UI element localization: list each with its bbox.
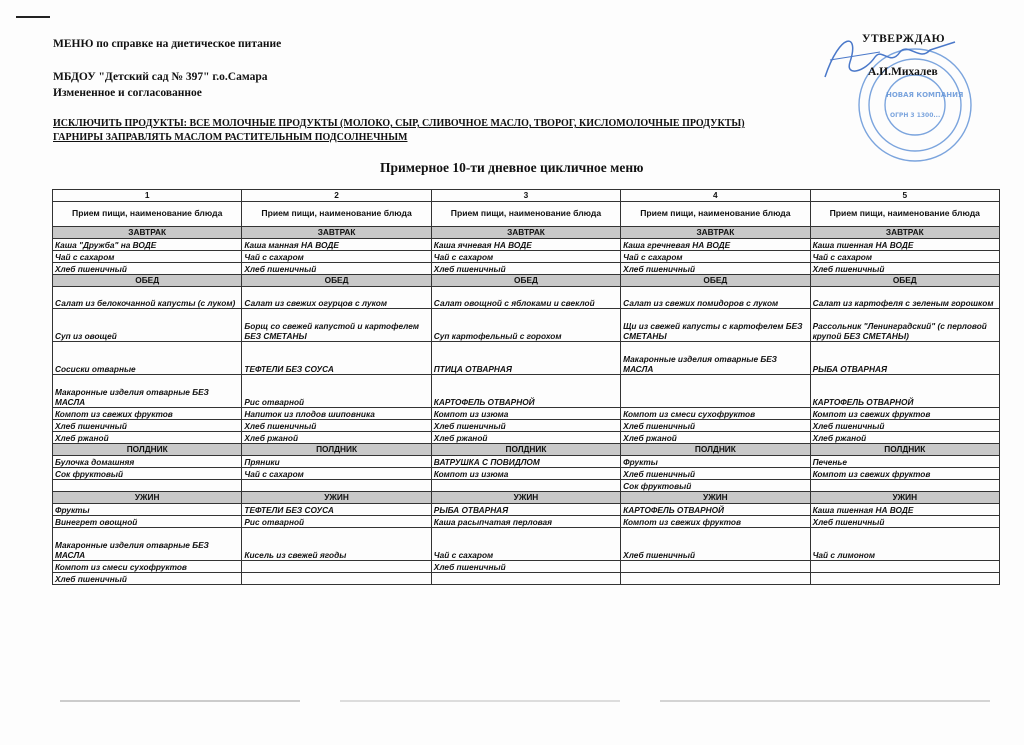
meal-header: ПОЛДНИК — [242, 444, 431, 456]
dish-cell: Щи из свежей капусты с картофелем БЕЗ СМЕТАНЫ — [621, 309, 810, 342]
table-row — [53, 468, 1000, 480]
day-number-row — [53, 190, 1000, 202]
dish-cell: Борщ со свежей капустой и картофелем БЕЗ СМЕТАНЫ — [242, 309, 431, 342]
table-row — [53, 504, 1000, 516]
exclusion-note-text: ИСКЛЮЧИТЬ ПРОДУКТЫ: ВСЕ МОЛОЧНЫЕ ПРОДУКТЫ (МОЛОКО, СЫР, СЛИВОЧНОЕ МАСЛО, ТВОРОГ, КИСЛОМОЛОЧНЫЕ ПРОДУКТЫ) — [53, 118, 745, 129]
dish-cell: ПТИЦА ОТВАРНАЯ — [431, 342, 620, 375]
meal-header: ЗАВТРАК — [621, 227, 810, 239]
meal-header: УЖИН — [242, 492, 431, 504]
dish-cell: Чай с сахаром — [621, 251, 810, 263]
dish-cell: Рис отварной — [242, 375, 431, 408]
dish-cell: Хлеб ржаной — [621, 432, 810, 444]
dish-cell — [810, 480, 999, 492]
dish-cell: Хлеб пшеничный — [53, 573, 242, 585]
dish-cell: ВАТРУШКА С ПОВИДЛОМ — [431, 456, 620, 468]
dish-cell: Суп из овощей — [53, 309, 242, 342]
dish-cell: Чай с сахаром — [431, 528, 620, 561]
column-header-row — [53, 202, 1000, 227]
meal-header: ОБЕД — [53, 275, 242, 287]
dish-cell: Хлеб ржаной — [810, 432, 999, 444]
dish-cell: Хлеб пшеничный — [53, 263, 242, 275]
dish-cell: Салат из свежих огурцов с луком — [242, 287, 431, 309]
day-number: 2 — [242, 190, 431, 202]
dish-cell: Сок фруктовый — [621, 480, 810, 492]
dish-cell: Компот из свежих фруктов — [810, 408, 999, 420]
day-number: 5 — [810, 190, 999, 202]
dish-cell: Компот из смеси сухофруктов — [621, 408, 810, 420]
dish-cell: Салат овощной с яблоками и свеклой — [431, 287, 620, 309]
dish-cell: Хлеб пшеничный — [53, 420, 242, 432]
scan-smudge — [660, 700, 990, 702]
table-row — [53, 516, 1000, 528]
meal-header: ОБЕД — [431, 275, 620, 287]
table-row — [53, 309, 1000, 342]
meal-header: ПОЛДНИК — [53, 444, 242, 456]
dish-cell: Компот из свежих фруктов — [621, 516, 810, 528]
dish-cell: Салат из картофеля с зеленым горошком — [810, 287, 999, 309]
dish-cell — [621, 561, 810, 573]
approver-name: А.И.Михалев — [868, 66, 938, 78]
institution-name: МБДОУ "Детский сад № 397" г.о.Самара — [53, 71, 268, 83]
meal-header: ОБЕД — [810, 275, 999, 287]
day-number: 1 — [53, 190, 242, 202]
day-number: 3 — [431, 190, 620, 202]
status-line: Измененное и согласованное — [53, 87, 202, 99]
dish-cell: Хлеб пшеничный — [621, 528, 810, 561]
dish-cell — [431, 573, 620, 585]
table-row — [53, 561, 1000, 573]
meal-header: ЗАВТРАК — [53, 227, 242, 239]
dish-cell: Хлеб пшеничный — [242, 263, 431, 275]
dish-cell: Чай с сахаром — [53, 251, 242, 263]
svg-text:ОГРН 3 1300...: ОГРН 3 1300... — [890, 112, 941, 119]
dish-cell: Сосиски отварные — [53, 342, 242, 375]
menu-table — [52, 189, 1000, 585]
dish-cell: Сок фруктовый — [53, 468, 242, 480]
dish-cell: Салат из свежих помидоров с луком — [621, 287, 810, 309]
scan-mark — [16, 16, 50, 18]
dish-cell — [53, 480, 242, 492]
meal-header: УЖИН — [53, 492, 242, 504]
dish-cell: Компот из свежих фруктов — [53, 408, 242, 420]
dish-cell: Чай с сахаром — [810, 251, 999, 263]
dish-cell: Булочка домашняя — [53, 456, 242, 468]
dish-cell: КАРТОФЕЛЬ ОТВАРНОЙ — [431, 375, 620, 408]
meal-header: ПОЛДНИК — [431, 444, 620, 456]
table-row — [53, 480, 1000, 492]
table-row — [53, 251, 1000, 263]
meal-header: ЗАВТРАК — [431, 227, 620, 239]
meal-header: ПОЛДНИК — [621, 444, 810, 456]
meal-header: ЗАВТРАК — [242, 227, 431, 239]
dish-cell: Фрукты — [53, 504, 242, 516]
scan-smudge — [60, 700, 300, 702]
approval-label: УТВЕРЖДАЮ — [862, 33, 946, 45]
svg-text:НОВАЯ КОМПАНИЯ: НОВАЯ КОМПАНИЯ — [886, 91, 964, 99]
dish-cell — [242, 561, 431, 573]
dish-cell — [621, 375, 810, 408]
dish-cell: Салат из белокочанной капусты (с луком) — [53, 287, 242, 309]
table-row — [53, 420, 1000, 432]
dish-cell: Хлеб пшеничный — [621, 420, 810, 432]
dish-cell: Хлеб пшеничный — [242, 420, 431, 432]
dish-cell: Хлеб пшеничный — [810, 263, 999, 275]
dish-cell: Компот из смеси сухофруктов — [53, 561, 242, 573]
dish-cell: Хлеб пшеничный — [621, 263, 810, 275]
day-number: 4 — [621, 190, 810, 202]
dish-cell — [431, 480, 620, 492]
meal-header-row — [53, 275, 1000, 287]
dish-cell: Хлеб пшеничный — [810, 420, 999, 432]
table-row — [53, 239, 1000, 251]
dish-cell: Компот из изюма — [431, 408, 620, 420]
dish-cell — [810, 573, 999, 585]
dish-cell: Хлеб пшеничный — [621, 468, 810, 480]
dish-cell: Компот из свежих фруктов — [810, 468, 999, 480]
exclusion-note — [53, 117, 745, 130]
column-header: Прием пищи, наименование блюда — [621, 202, 810, 227]
table-row — [53, 342, 1000, 375]
dish-cell: Кисель из свежей ягоды — [242, 528, 431, 561]
dish-cell — [242, 480, 431, 492]
dish-cell — [242, 573, 431, 585]
dish-cell: Рис отварной — [242, 516, 431, 528]
garnish-note — [53, 131, 407, 144]
dish-cell: Напиток из плодов шиповника — [242, 408, 431, 420]
meal-header: УЖИН — [810, 492, 999, 504]
dish-cell: Хлеб ржаной — [53, 432, 242, 444]
dish-cell: Чай с лимоном — [810, 528, 999, 561]
dish-cell: Каша "Дружба" на ВОДЕ — [53, 239, 242, 251]
meal-header: ПОЛДНИК — [810, 444, 999, 456]
table-row — [53, 408, 1000, 420]
dish-cell: Винегрет овощной — [53, 516, 242, 528]
meal-header: УЖИН — [431, 492, 620, 504]
dish-cell: Печенье — [810, 456, 999, 468]
table-row — [53, 263, 1000, 275]
meal-header-row — [53, 492, 1000, 504]
table-row — [53, 287, 1000, 309]
garnish-note-text: ГАРНИРЫ ЗАПРАВЛЯТЬ МАСЛОМ РАСТИТЕЛЬНЫМ ПОДСОЛНЕЧНЫМ — [53, 132, 408, 143]
meal-header: ОБЕД — [621, 275, 810, 287]
dish-cell: Хлеб ржаной — [242, 432, 431, 444]
dish-cell: Компот из изюма — [431, 468, 620, 480]
dish-cell: Чай с сахаром — [242, 251, 431, 263]
dish-cell: Каша гречневая НА ВОДЕ — [621, 239, 810, 251]
dish-cell: Каша ячневая НА ВОДЕ — [431, 239, 620, 251]
dish-cell: Хлеб пшеничный — [431, 420, 620, 432]
dish-cell: Каша пшенная НА ВОДЕ — [810, 239, 999, 251]
meal-header: УЖИН — [621, 492, 810, 504]
dish-cell — [810, 561, 999, 573]
column-header: Прием пищи, наименование блюда — [431, 202, 620, 227]
dish-cell — [621, 573, 810, 585]
meal-header: ОБЕД — [242, 275, 431, 287]
dish-cell: КАРТОФЕЛЬ ОТВАРНОЙ — [621, 504, 810, 516]
dish-cell: Суп картофельный с горохом — [431, 309, 620, 342]
dish-cell: КАРТОФЕЛЬ ОТВАРНОЙ — [810, 375, 999, 408]
page-title: Примерное 10-ти дневное цикличное меню — [380, 160, 644, 175]
dish-cell: Макаронные изделия отварные БЕЗ МАСЛА — [53, 375, 242, 408]
dish-cell: Каша манная НА ВОДЕ — [242, 239, 431, 251]
dish-cell: Рассольник "Ленинградский" (с перловой крупой БЕЗ СМЕТАНЫ) — [810, 309, 999, 342]
dish-cell: Хлеб пшеничный — [810, 516, 999, 528]
meal-header: ЗАВТРАК — [810, 227, 999, 239]
table-row — [53, 375, 1000, 408]
dish-cell: Каша пшенная НА ВОДЕ — [810, 504, 999, 516]
dish-cell: Чай с сахаром — [431, 251, 620, 263]
dish-cell: РЫБА ОТВАРНАЯ — [431, 504, 620, 516]
column-header: Прием пищи, наименование блюда — [810, 202, 999, 227]
dish-cell: Фрукты — [621, 456, 810, 468]
dish-cell: Хлеб ржаной — [431, 432, 620, 444]
dish-cell: Чай с сахаром — [242, 468, 431, 480]
dish-cell: ТЕФТЕЛИ БЕЗ СОУСА — [242, 504, 431, 516]
meal-header-row — [53, 444, 1000, 456]
column-header: Прием пищи, наименование блюда — [53, 202, 242, 227]
dish-cell: Хлеб пшеничный — [431, 561, 620, 573]
table-row — [53, 573, 1000, 585]
dish-cell: РЫБА ОТВАРНАЯ — [810, 342, 999, 375]
dish-cell: Каша расыпчатая перловая — [431, 516, 620, 528]
meal-header-row — [53, 227, 1000, 239]
table-row — [53, 456, 1000, 468]
menu-title-line: МЕНЮ по справке на диетическое питание — [53, 38, 282, 50]
dish-cell: Пряники — [242, 456, 431, 468]
table-row — [53, 432, 1000, 444]
column-header: Прием пищи, наименование блюда — [242, 202, 431, 227]
dish-cell: Макаронные изделия отварные БЕЗ МАСЛА — [621, 342, 810, 375]
dish-cell: Хлеб пшеничный — [431, 263, 620, 275]
scan-smudge — [340, 700, 620, 702]
dish-cell: Макаронные изделия отварные БЕЗ МАСЛА — [53, 528, 242, 561]
table-row — [53, 528, 1000, 561]
dish-cell: ТЕФТЕЛИ БЕЗ СОУСА — [242, 342, 431, 375]
